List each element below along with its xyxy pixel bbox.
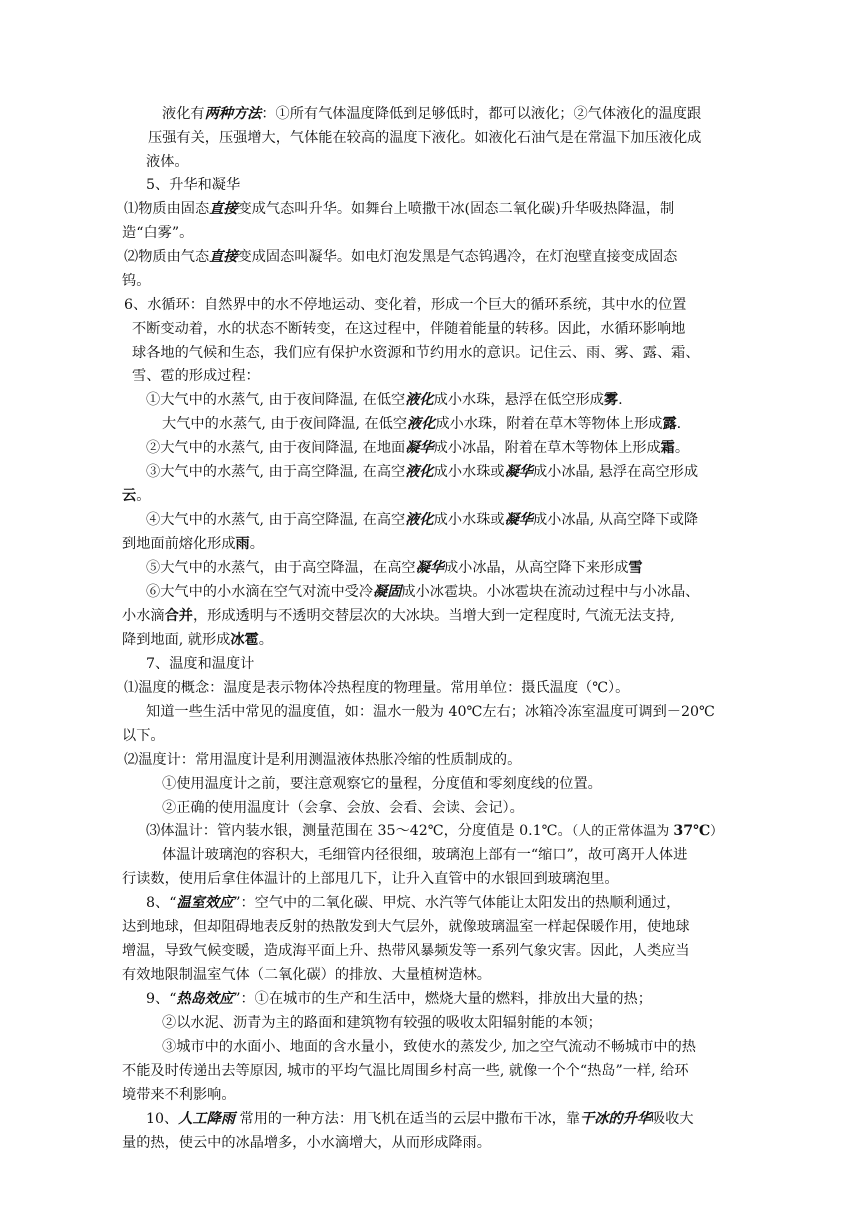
text-line: 云。 [122, 488, 151, 504]
section-heading-water-cycle: 6、水循环：自然界中的水不停地运动、变化着，形成一个巨大的循环系统，其中水的位置 [124, 297, 687, 313]
text-line: ②以水泥、沥青为主的路面和建筑物有较强的吸收太阳辐射能的本领； [162, 1015, 602, 1031]
text-line: ①使用温度计之前，要注意观察它的量程，分度值和零刻度线的位置。 [162, 776, 602, 792]
text-line: 到地面前熔化形成雨。 [122, 536, 264, 552]
text-line: 知道一些生活中常见的温度值，如：温水一般为 40℃左右；冰箱冷冻室温度可调到－20℃ [146, 704, 715, 720]
text-line: 达到地球，但却阻碍地表反射的热散发到大气层外，就像玻璃温室一样起保暖作用，使地球 [122, 919, 690, 935]
text-line: ⑵温度计：常用温度计是利用测温液体热胀冷缩的性质制成的。 [124, 752, 522, 768]
paragraph-liquefaction-methods: 液化有两种方法：①所有气体温度降低到足够低时，都可以液化；②气体液化的温度跟 [162, 106, 702, 122]
text-line: 球各地的气候和生态，我们应有保护水资源和节约用水的意识。记住云、雨、雾、露、霜、 [132, 345, 700, 361]
text-line: 以下。 [122, 728, 165, 744]
text-line: 增温，导致气候变暖，造成海平面上升、热带风暴频发等一系列气象灾害。因此，人类应当 [122, 943, 690, 959]
paragraph-clinical-thermometer: ⑶体温计：管内装水银，测量范围在 35～42℃，分度值是 0.1℃。（人的正常体温为 37℃） [146, 823, 724, 839]
paragraph-sublimation: ⑴物质由固态直接变成气态叫升华。如舞台上喷撒干冰(固态二氧化碳)升华吸热降温，制 [124, 201, 675, 217]
list-item-dew: 大气中的水蒸气, 由于夜间降温, 在低空液化成小水珠，附着在草木等物体上形成露. [162, 416, 682, 432]
emphasis-directly: 直接 [209, 249, 238, 265]
text-line: 体温计玻璃泡的容积大，毛细管内径很细，玻璃泡上部有一“缩口”，故可离开人体进 [162, 847, 688, 863]
text-line: ③城市中的水面小、地面的含水量小，致使水的蒸发少, 加之空气流动不畅城市中的热 [162, 1039, 696, 1055]
text-line: 造“白雾”。 [122, 225, 194, 241]
text-line: 钨。 [122, 273, 151, 289]
text-line: 有效地限制温室气体（二氧化碳）的排放、大量植树造林。 [122, 967, 491, 983]
section-heading-artificial-rain: 10、人工降雨 常用的一种方法：用飞机在适当的云层中撒布干冰，靠干冰的升华吸收大 [146, 1111, 694, 1127]
text-line: 境带来不利影响。 [122, 1087, 236, 1103]
text-line: 压强有关，压强增大，气体能在较高的温度下液化。如液化石油气是在常温下加压液化成 [148, 130, 702, 146]
list-item-hail: ⑥大气中的小水滴在空气对流中受冷凝固成小冰雹块。小冰雹块在流动过程中与小冰晶、 [146, 584, 700, 600]
text-line: 不能及时传递出去等原因, 城市的平均气温比周围乡村高一些, 就像一个个“热岛”一样, 给环 [122, 1063, 689, 1079]
text-line: 不断变动着，水的状态不断转变，在这过程中，伴随着能量的转移。因此，水循环影响地 [132, 321, 686, 337]
section-heading-sublimation: 5、升华和凝华 [146, 177, 241, 193]
emphasis-two-methods: 两种方法 [204, 106, 262, 122]
text-line: ②正确的使用温度计（会拿、会放、会看、会读、会记）。 [162, 800, 524, 816]
text-line: ⑴温度的概念：温度是表示物体冷热程度的物理量。常用单位：摄氏温度（℃）。 [124, 680, 630, 696]
text-line: 液体。 [146, 154, 189, 170]
paragraph-deposition: ⑵物质由气态直接变成固态叫凝华。如电灯泡发黑是气态钨遇冷，在灯泡壁直接变成固态 [124, 249, 678, 265]
text-line: 降到地面, 就形成冰雹。 [122, 632, 273, 648]
list-item-fog: ①大气中的水蒸气, 由于夜间降温, 在低空液化成小水珠，悬浮在低空形成雾. [146, 392, 623, 408]
list-item-snow: ⑤大气中的水蒸气，由于高空降温，在高空凝华成小冰晶，从高空降下来形成雪 [146, 560, 643, 576]
emphasis-directly: 直接 [209, 201, 238, 217]
text-line: 行读数，使用后拿住体温计的上部甩几下，让升入直管中的水银回到玻璃泡里。 [122, 871, 619, 887]
section-heading-greenhouse: 8、“温室效应”：空气中的二氧化碳、甲烷、水汽等气体能让太阳发出的热顺利通过， [146, 895, 681, 911]
text-line: 量的热，使云中的冰晶增多，小水滴增大，从而形成降雨。 [122, 1135, 491, 1151]
section-heading-temperature: 7、温度和温度计 [146, 656, 255, 672]
list-item-cloud: ③大气中的水蒸气, 由于高空降温, 在高空液化成小水珠或凝华成小冰晶, 悬浮在高空形成 [146, 464, 699, 480]
text-line: 小水滴合并，形成透明与不透明交替层次的大冰块。当增大到一定程度时, 气流无法支持, [122, 608, 675, 624]
section-heading-heat-island: 9、“热岛效应”：①在城市的生产和生活中，燃烧大量的燃料，排放出大量的热； [146, 991, 652, 1007]
list-item-frost: ②大气中的水蒸气, 由于夜间降温, 在地面凝华成小冰晶，附着在草木等物体上形成霜。 [146, 440, 690, 456]
list-item-rain: ④大气中的水蒸气, 由于高空降温, 在高空液化成小水珠或凝华成小冰晶, 从高空降下或降 [146, 512, 699, 528]
text-line: 雪、雹的形成过程： [132, 368, 260, 384]
